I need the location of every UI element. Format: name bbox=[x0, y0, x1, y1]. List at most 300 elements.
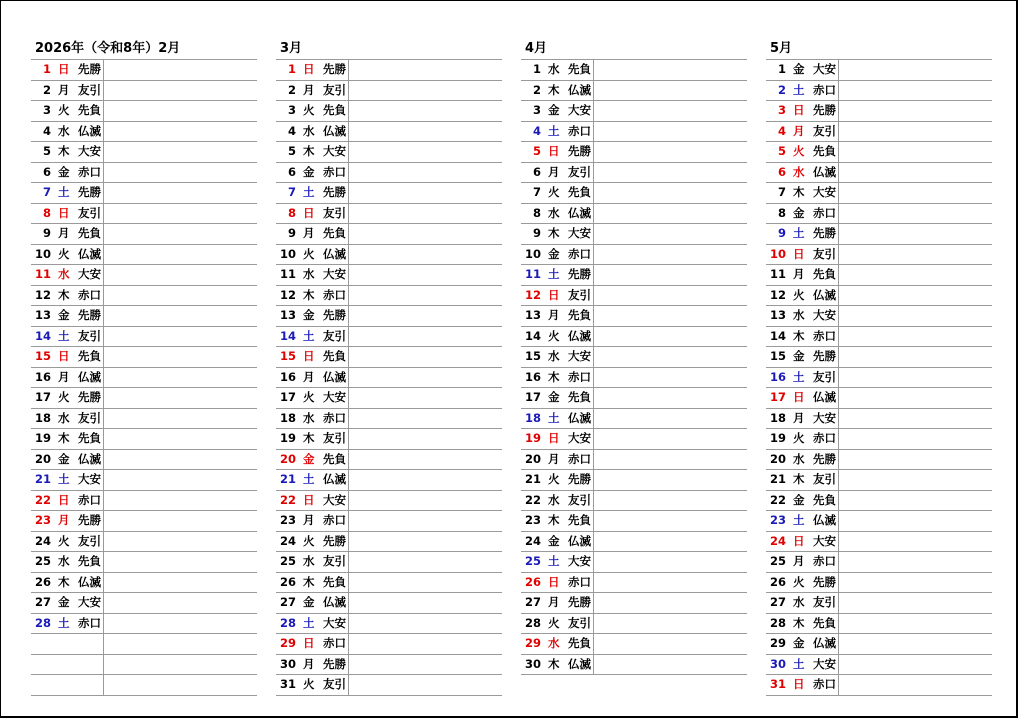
memo-divider bbox=[348, 60, 349, 81]
weekday: 土 bbox=[793, 226, 805, 240]
weekday: 木 bbox=[303, 144, 315, 158]
memo-divider bbox=[838, 634, 839, 655]
rokuyo: 先勝 bbox=[323, 185, 346, 199]
day-row bbox=[521, 409, 747, 430]
weekday: 月 bbox=[793, 123, 805, 138]
rokuyo: 仏滅 bbox=[323, 246, 346, 261]
weekday: 土 bbox=[58, 328, 70, 343]
memo-divider bbox=[593, 122, 594, 143]
rokuyo: 友引 bbox=[813, 246, 836, 261]
day-row bbox=[766, 532, 992, 553]
weekday: 水 bbox=[793, 595, 805, 609]
weekday: 月 bbox=[793, 554, 805, 568]
day-row bbox=[31, 101, 257, 122]
rokuyo: 赤口 bbox=[568, 574, 591, 589]
day-row bbox=[31, 163, 257, 184]
memo-divider bbox=[103, 552, 104, 573]
weekday: 日 bbox=[793, 533, 805, 548]
day-row bbox=[521, 347, 747, 368]
weekday: 火 bbox=[303, 390, 315, 404]
memo-divider bbox=[593, 511, 594, 532]
weekday: 日 bbox=[793, 246, 805, 261]
day-row bbox=[31, 675, 257, 696]
day-number: 28 bbox=[34, 615, 51, 630]
weekday: 日 bbox=[548, 287, 560, 302]
day-row bbox=[766, 122, 992, 143]
day-row bbox=[766, 675, 992, 696]
weekday: 水 bbox=[303, 123, 315, 138]
day-number: 2 bbox=[777, 82, 786, 97]
month-title: 4月 bbox=[525, 41, 548, 56]
day-row bbox=[31, 409, 257, 430]
day-row bbox=[766, 573, 992, 594]
day-number: 13 bbox=[34, 308, 51, 322]
weekday: 水 bbox=[548, 349, 560, 363]
rokuyo: 友引 bbox=[813, 123, 836, 138]
memo-divider bbox=[593, 224, 594, 245]
day-number: 31 bbox=[279, 677, 296, 691]
memo-divider bbox=[838, 81, 839, 102]
day-number: 1 bbox=[777, 62, 786, 76]
memo-divider bbox=[348, 573, 349, 594]
day-number: 18 bbox=[769, 410, 786, 425]
memo-divider bbox=[593, 532, 594, 553]
day-number: 30 bbox=[769, 656, 786, 671]
weekday: 金 bbox=[548, 246, 560, 261]
day-number: 23 bbox=[34, 513, 51, 527]
memo-divider bbox=[593, 347, 594, 368]
weekday: 土 bbox=[793, 513, 805, 527]
weekday: 火 bbox=[793, 431, 805, 445]
memo-divider bbox=[838, 511, 839, 532]
day-row bbox=[31, 347, 257, 368]
weekday: 火 bbox=[303, 246, 315, 261]
day-number: 7 bbox=[532, 185, 541, 199]
rokuyo: 先勝 bbox=[323, 656, 346, 671]
day-row bbox=[276, 491, 502, 512]
memo-divider bbox=[593, 142, 594, 163]
rokuyo: 先勝 bbox=[813, 349, 836, 363]
rokuyo: 大安 bbox=[78, 595, 101, 609]
day-number: 8 bbox=[777, 205, 786, 220]
weekday: 日 bbox=[793, 677, 805, 691]
memo-divider bbox=[838, 306, 839, 327]
day-row bbox=[766, 593, 992, 614]
rokuyo: 大安 bbox=[568, 554, 591, 568]
day-row bbox=[276, 122, 502, 143]
memo-divider bbox=[593, 327, 594, 348]
day-list bbox=[31, 59, 257, 696]
day-number: 20 bbox=[769, 451, 786, 466]
rokuyo: 赤口 bbox=[323, 513, 346, 527]
day-row bbox=[276, 532, 502, 553]
day-row bbox=[766, 409, 992, 430]
weekday: 日 bbox=[58, 349, 70, 363]
rokuyo: 友引 bbox=[568, 615, 591, 630]
day-number: 22 bbox=[34, 492, 51, 507]
day-number: 5 bbox=[777, 144, 786, 158]
day-row bbox=[521, 429, 747, 450]
weekday: 木 bbox=[548, 226, 560, 240]
day-number: 16 bbox=[769, 369, 786, 384]
day-row bbox=[31, 573, 257, 594]
weekday: 日 bbox=[303, 636, 315, 650]
weekday: 金 bbox=[793, 492, 805, 507]
day-row bbox=[766, 163, 992, 184]
day-row bbox=[521, 532, 747, 553]
weekday: 火 bbox=[303, 103, 315, 117]
rokuyo: 赤口 bbox=[813, 82, 836, 97]
day-row bbox=[31, 368, 257, 389]
memo-divider bbox=[103, 286, 104, 307]
day-row bbox=[766, 552, 992, 573]
day-number: 18 bbox=[34, 410, 51, 425]
rokuyo: 赤口 bbox=[78, 492, 101, 507]
day-number: 26 bbox=[34, 574, 51, 589]
weekday: 火 bbox=[548, 472, 560, 486]
memo-divider bbox=[593, 409, 594, 430]
weekday: 水 bbox=[303, 410, 315, 425]
day-row bbox=[276, 634, 502, 655]
weekday: 月 bbox=[58, 226, 70, 240]
day-number: 26 bbox=[524, 574, 541, 589]
weekday: 水 bbox=[58, 410, 70, 425]
weekday: 火 bbox=[58, 390, 70, 404]
day-row bbox=[31, 286, 257, 307]
day-row bbox=[31, 470, 257, 491]
weekday: 水 bbox=[303, 267, 315, 281]
weekday: 水 bbox=[548, 636, 560, 650]
rokuyo: 先負 bbox=[813, 267, 836, 281]
memo-divider bbox=[838, 286, 839, 307]
day-row bbox=[31, 429, 257, 450]
weekday: 土 bbox=[303, 185, 315, 199]
rokuyo: 友引 bbox=[568, 287, 591, 302]
day-number: 21 bbox=[769, 472, 786, 486]
day-row bbox=[31, 142, 257, 163]
day-row bbox=[31, 491, 257, 512]
memo-divider bbox=[593, 552, 594, 573]
weekday: 木 bbox=[303, 287, 315, 302]
memo-divider bbox=[348, 183, 349, 204]
day-list bbox=[276, 59, 502, 696]
rokuyo: 友引 bbox=[323, 677, 346, 691]
day-row bbox=[766, 655, 992, 676]
memo-divider bbox=[593, 183, 594, 204]
memo-divider bbox=[348, 163, 349, 184]
memo-divider bbox=[103, 368, 104, 389]
weekday: 金 bbox=[303, 595, 315, 609]
weekday: 水 bbox=[548, 492, 560, 507]
memo-divider bbox=[348, 265, 349, 286]
rokuyo: 友引 bbox=[813, 369, 836, 384]
rokuyo: 友引 bbox=[323, 554, 346, 568]
weekday: 木 bbox=[548, 82, 560, 97]
memo-divider bbox=[103, 655, 104, 676]
rokuyo: 仏滅 bbox=[78, 123, 101, 138]
memo-divider bbox=[838, 204, 839, 225]
rokuyo: 先負 bbox=[813, 615, 836, 630]
rokuyo: 大安 bbox=[323, 267, 346, 281]
day-number: 4 bbox=[287, 123, 296, 138]
weekday: 土 bbox=[58, 185, 70, 199]
day-row bbox=[766, 81, 992, 102]
day-row bbox=[521, 122, 747, 143]
day-number: 22 bbox=[769, 492, 786, 507]
day-row bbox=[31, 388, 257, 409]
weekday: 火 bbox=[793, 287, 805, 302]
rokuyo: 友引 bbox=[813, 472, 836, 486]
weekday: 土 bbox=[303, 472, 315, 486]
day-row bbox=[521, 491, 747, 512]
memo-divider bbox=[838, 491, 839, 512]
weekday: 月 bbox=[58, 82, 70, 97]
day-row bbox=[521, 614, 747, 635]
rokuyo: 赤口 bbox=[568, 123, 591, 138]
day-row bbox=[31, 122, 257, 143]
rokuyo: 赤口 bbox=[323, 287, 346, 302]
month-column-may bbox=[766, 39, 992, 696]
day-number: 19 bbox=[279, 431, 296, 445]
weekday: 月 bbox=[548, 451, 560, 466]
rokuyo: 先負 bbox=[323, 574, 346, 589]
memo-divider bbox=[103, 634, 104, 655]
day-row bbox=[521, 142, 747, 163]
memo-divider bbox=[103, 614, 104, 635]
day-row bbox=[766, 265, 992, 286]
rokuyo: 仏滅 bbox=[813, 164, 836, 179]
weekday: 金 bbox=[58, 595, 70, 609]
weekday: 金 bbox=[793, 62, 805, 76]
rokuyo: 先負 bbox=[78, 554, 101, 568]
day-row bbox=[31, 532, 257, 553]
weekday: 日 bbox=[58, 62, 70, 76]
day-row bbox=[521, 327, 747, 348]
day-number: 12 bbox=[769, 287, 786, 302]
memo-divider bbox=[103, 245, 104, 266]
day-number: 4 bbox=[42, 123, 51, 138]
day-number: 1 bbox=[42, 62, 51, 76]
day-row bbox=[521, 81, 747, 102]
rokuyo: 仏滅 bbox=[323, 595, 346, 609]
weekday: 水 bbox=[793, 308, 805, 322]
day-row bbox=[31, 265, 257, 286]
day-number: 14 bbox=[279, 328, 296, 343]
weekday: 土 bbox=[58, 472, 70, 486]
day-row bbox=[521, 655, 747, 676]
day-number: 25 bbox=[524, 554, 541, 568]
rokuyo: 先勝 bbox=[813, 451, 836, 466]
weekday: 月 bbox=[58, 369, 70, 384]
day-number: 27 bbox=[279, 595, 296, 609]
memo-divider bbox=[838, 122, 839, 143]
weekday: 木 bbox=[58, 574, 70, 589]
day-number: 15 bbox=[279, 349, 296, 363]
day-number: 2 bbox=[532, 82, 541, 97]
day-number: 19 bbox=[524, 431, 541, 445]
memo-divider bbox=[103, 306, 104, 327]
rokuyo: 赤口 bbox=[323, 410, 346, 425]
memo-divider bbox=[593, 450, 594, 471]
memo-divider bbox=[593, 491, 594, 512]
weekday: 火 bbox=[793, 144, 805, 158]
rokuyo: 先勝 bbox=[813, 574, 836, 589]
memo-divider bbox=[348, 409, 349, 430]
day-number: 6 bbox=[287, 164, 296, 179]
day-number: 15 bbox=[769, 349, 786, 363]
rokuyo: 友引 bbox=[78, 533, 101, 548]
rokuyo: 先勝 bbox=[568, 472, 591, 486]
memo-divider bbox=[103, 327, 104, 348]
day-row bbox=[31, 81, 257, 102]
weekday: 土 bbox=[793, 369, 805, 384]
memo-divider bbox=[838, 142, 839, 163]
rokuyo: 先勝 bbox=[323, 308, 346, 322]
memo-divider bbox=[838, 163, 839, 184]
day-number: 18 bbox=[279, 410, 296, 425]
memo-divider bbox=[348, 224, 349, 245]
rokuyo: 赤口 bbox=[813, 554, 836, 568]
day-row bbox=[521, 634, 747, 655]
day-number: 6 bbox=[777, 164, 786, 179]
day-row bbox=[31, 204, 257, 225]
rokuyo: 赤口 bbox=[813, 431, 836, 445]
day-number: 3 bbox=[777, 103, 786, 117]
memo-divider bbox=[593, 573, 594, 594]
day-number: 23 bbox=[769, 513, 786, 527]
day-row bbox=[276, 450, 502, 471]
memo-divider bbox=[348, 675, 349, 696]
memo-divider bbox=[103, 511, 104, 532]
memo-divider bbox=[838, 183, 839, 204]
day-number: 24 bbox=[769, 533, 786, 548]
rokuyo: 先勝 bbox=[323, 533, 346, 548]
memo-divider bbox=[103, 81, 104, 102]
weekday: 金 bbox=[548, 103, 560, 117]
weekday: 火 bbox=[303, 677, 315, 691]
day-row bbox=[31, 511, 257, 532]
day-number: 27 bbox=[769, 595, 786, 609]
day-number: 11 bbox=[769, 267, 786, 281]
rokuyo: 仏滅 bbox=[568, 205, 591, 220]
day-number: 21 bbox=[34, 472, 51, 486]
day-row bbox=[31, 60, 257, 81]
day-row bbox=[521, 183, 747, 204]
rokuyo: 友引 bbox=[78, 82, 101, 97]
day-number: 24 bbox=[34, 533, 51, 548]
day-number: 1 bbox=[287, 62, 296, 76]
rokuyo: 先勝 bbox=[78, 62, 101, 76]
rokuyo: 赤口 bbox=[78, 164, 101, 179]
weekday: 木 bbox=[303, 431, 315, 445]
day-row bbox=[521, 511, 747, 532]
day-row bbox=[766, 634, 992, 655]
day-number: 20 bbox=[279, 451, 296, 466]
memo-divider bbox=[103, 388, 104, 409]
memo-divider bbox=[838, 368, 839, 389]
weekday: 金 bbox=[793, 636, 805, 650]
day-number: 21 bbox=[524, 472, 541, 486]
memo-divider bbox=[348, 532, 349, 553]
rokuyo: 友引 bbox=[568, 492, 591, 507]
day-row bbox=[766, 347, 992, 368]
day-row bbox=[521, 204, 747, 225]
memo-divider bbox=[593, 655, 594, 676]
weekday: 月 bbox=[58, 513, 70, 527]
day-number: 13 bbox=[524, 308, 541, 322]
rokuyo: 赤口 bbox=[813, 677, 836, 691]
day-number: 30 bbox=[279, 656, 296, 671]
day-number: 27 bbox=[34, 595, 51, 609]
day-number: 20 bbox=[524, 451, 541, 466]
rokuyo: 赤口 bbox=[568, 451, 591, 466]
day-number: 11 bbox=[279, 267, 296, 281]
weekday: 日 bbox=[793, 390, 805, 404]
weekday: 月 bbox=[303, 513, 315, 527]
memo-divider bbox=[593, 163, 594, 184]
rokuyo: 大安 bbox=[568, 103, 591, 117]
day-row bbox=[521, 224, 747, 245]
rokuyo: 大安 bbox=[813, 62, 836, 76]
rokuyo: 先勝 bbox=[813, 103, 836, 117]
memo-divider bbox=[348, 101, 349, 122]
day-row bbox=[766, 388, 992, 409]
weekday: 日 bbox=[303, 62, 315, 76]
memo-divider bbox=[103, 429, 104, 450]
weekday: 木 bbox=[548, 513, 560, 527]
rokuyo: 大安 bbox=[813, 185, 836, 199]
day-number: 29 bbox=[769, 636, 786, 650]
memo-divider bbox=[103, 470, 104, 491]
day-number: 12 bbox=[279, 287, 296, 302]
day-number: 8 bbox=[532, 205, 541, 220]
memo-divider bbox=[103, 183, 104, 204]
day-number: 30 bbox=[524, 656, 541, 671]
memo-divider bbox=[593, 81, 594, 102]
day-row bbox=[276, 593, 502, 614]
rokuyo: 先負 bbox=[568, 636, 591, 650]
memo-divider bbox=[103, 491, 104, 512]
rokuyo: 赤口 bbox=[323, 164, 346, 179]
rokuyo: 先負 bbox=[813, 492, 836, 507]
day-row bbox=[276, 163, 502, 184]
memo-divider bbox=[838, 409, 839, 430]
weekday: 木 bbox=[303, 574, 315, 589]
day-row bbox=[31, 614, 257, 635]
weekday: 水 bbox=[793, 451, 805, 466]
memo-divider bbox=[593, 388, 594, 409]
day-row bbox=[766, 614, 992, 635]
day-row bbox=[276, 409, 502, 430]
weekday: 月 bbox=[303, 369, 315, 384]
day-number: 26 bbox=[769, 574, 786, 589]
memo-divider bbox=[103, 593, 104, 614]
memo-divider bbox=[103, 204, 104, 225]
day-row bbox=[521, 552, 747, 573]
memo-divider bbox=[838, 573, 839, 594]
rokuyo: 大安 bbox=[323, 144, 346, 158]
day-number: 10 bbox=[524, 246, 541, 261]
rokuyo: 赤口 bbox=[813, 328, 836, 343]
memo-divider bbox=[103, 450, 104, 471]
memo-divider bbox=[348, 81, 349, 102]
day-number: 4 bbox=[777, 123, 786, 138]
memo-divider bbox=[103, 265, 104, 286]
day-number: 1 bbox=[532, 62, 541, 76]
memo-divider bbox=[103, 101, 104, 122]
day-row bbox=[276, 142, 502, 163]
day-number: 28 bbox=[279, 615, 296, 630]
